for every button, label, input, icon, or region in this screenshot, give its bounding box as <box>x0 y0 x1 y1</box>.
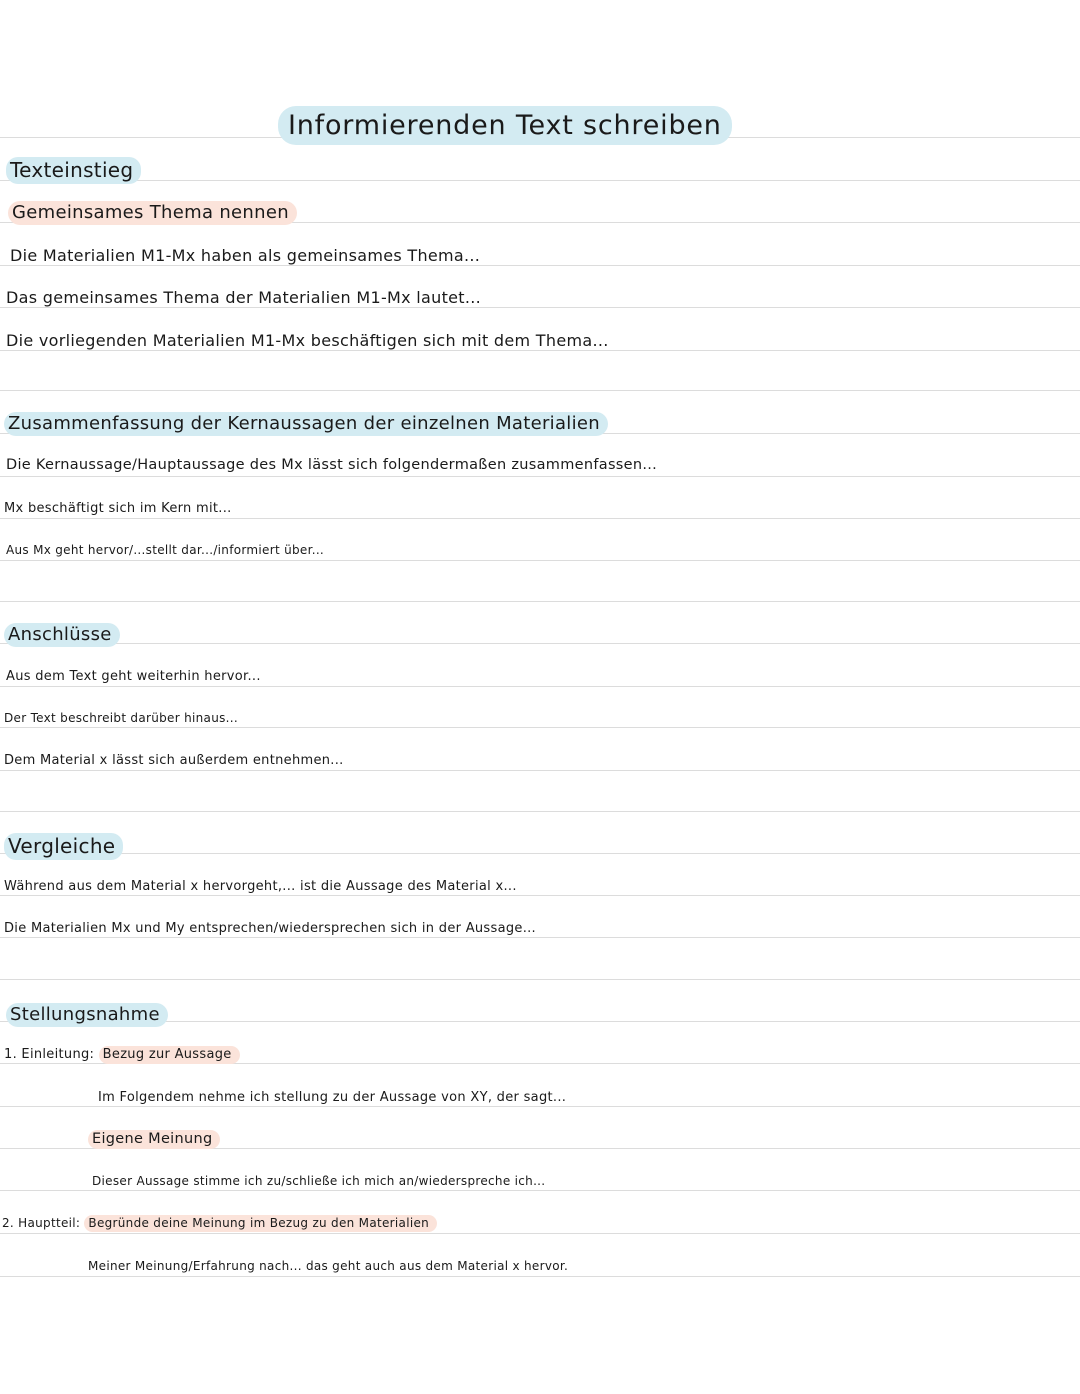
ruled-line <box>0 180 1080 181</box>
ruled-line <box>0 518 1080 519</box>
ruled-line <box>0 476 1080 477</box>
ruled-line <box>0 895 1080 896</box>
texteinstieg-line-2: Das gemeinsames Thema der Materialien M1-Mx lautet... <box>6 288 482 307</box>
ruled-line <box>0 811 1080 812</box>
zusammenfassung-line-1: Die Kernaussage/Hauptaussage des Mx lässt sich folgendermaßen zusammenfassen... <box>6 457 658 473</box>
page-title: Informierenden Text schreiben <box>278 106 732 145</box>
ruled-line <box>0 979 1080 980</box>
eigene-meinung-highlight: Eigene Meinung <box>88 1130 220 1149</box>
heading-texteinstieg-text: Texteinstieg <box>6 157 141 184</box>
ruled-line <box>0 937 1080 938</box>
ruled-line <box>0 853 1080 854</box>
section-heading-stellungsnahme <box>6 1004 168 1025</box>
texteinstieg-line-1: Die Materialien M1-Mx haben als gemeinsames Thema... <box>10 246 481 265</box>
heading-zusammenfassung-text: Zusammenfassung der Kernaussagen der einzelnen Materialien <box>4 412 608 436</box>
ruled-line <box>0 265 1080 266</box>
ruled-line <box>0 307 1080 308</box>
heading-anschluesse-text: Anschlüsse <box>4 623 120 647</box>
hauptteil-label: 2. Hauptteil: <box>2 1216 81 1230</box>
ruled-line <box>0 1190 1080 1191</box>
meinung-line: Dieser Aussage stimme ich zu/schließe ich mich an/wiederspreche ich... <box>92 1174 546 1188</box>
zusammenfassung-line-3: Aus Mx geht hervor/...stellt dar.../informiert über... <box>6 543 325 557</box>
subheading-gemeinsames-thema-text: Gemeinsames Thema nennen <box>8 201 297 225</box>
ruled-line <box>0 390 1080 391</box>
anschluesse-line-2: Der Text beschreibt darüber hinaus... <box>4 711 238 725</box>
section-heading-vergleiche <box>4 834 123 858</box>
ruled-line <box>0 1106 1080 1107</box>
zusammenfassung-line-2: Mx beschäftigt sich im Kern mit... <box>4 501 232 516</box>
subheading-gemeinsames-thema <box>8 202 297 223</box>
section-heading-zusammenfassung <box>4 413 608 434</box>
vergleiche-line-2: Die Materialien Mx und My entsprechen/wiedersprechen sich in der Aussage... <box>4 921 536 936</box>
einleitung-row <box>4 1047 240 1062</box>
ruled-line <box>0 770 1080 771</box>
einleitung-label: 1. Einleitung: <box>4 1047 95 1062</box>
eigene-meinung-row <box>88 1131 220 1147</box>
ruled-line <box>0 350 1080 351</box>
ruled-line <box>0 686 1080 687</box>
ruled-line <box>0 727 1080 728</box>
ruled-line <box>0 601 1080 602</box>
ruled-line <box>0 560 1080 561</box>
texteinstieg-line-3: Die vorliegenden Materialien M1-Mx beschäftigen sich mit dem Thema... <box>6 331 609 350</box>
ruled-line <box>0 1276 1080 1277</box>
vergleiche-line-1: Während aus dem Material x hervorgeht,... ist die Aussage des Material x... <box>4 879 517 894</box>
hauptteil-line: Meiner Meinung/Erfahrung nach... das geht auch aus dem Material x hervor. <box>88 1259 569 1273</box>
hauptteil-highlight: Begründe deine Meinung im Bezug zu den Materialien <box>84 1215 437 1232</box>
ruled-line <box>0 1233 1080 1234</box>
section-heading-texteinstieg <box>6 158 141 182</box>
ruled-line <box>0 643 1080 644</box>
hauptteil-row <box>2 1216 437 1230</box>
einleitung-highlight: Bezug zur Aussage <box>99 1046 240 1064</box>
heading-stellungsnahme-text: Stellungsnahme <box>6 1003 168 1027</box>
einleitung-line: Im Folgendem nehme ich stellung zu der Aussage von XY, der sagt... <box>98 1090 567 1105</box>
anschluesse-line-1: Aus dem Text geht weiterhin hervor... <box>6 669 261 684</box>
heading-vergleiche-text: Vergleiche <box>4 833 123 860</box>
section-heading-anschluesse <box>4 624 120 645</box>
anschluesse-line-3: Dem Material x lässt sich außerdem entnehmen... <box>4 753 344 768</box>
